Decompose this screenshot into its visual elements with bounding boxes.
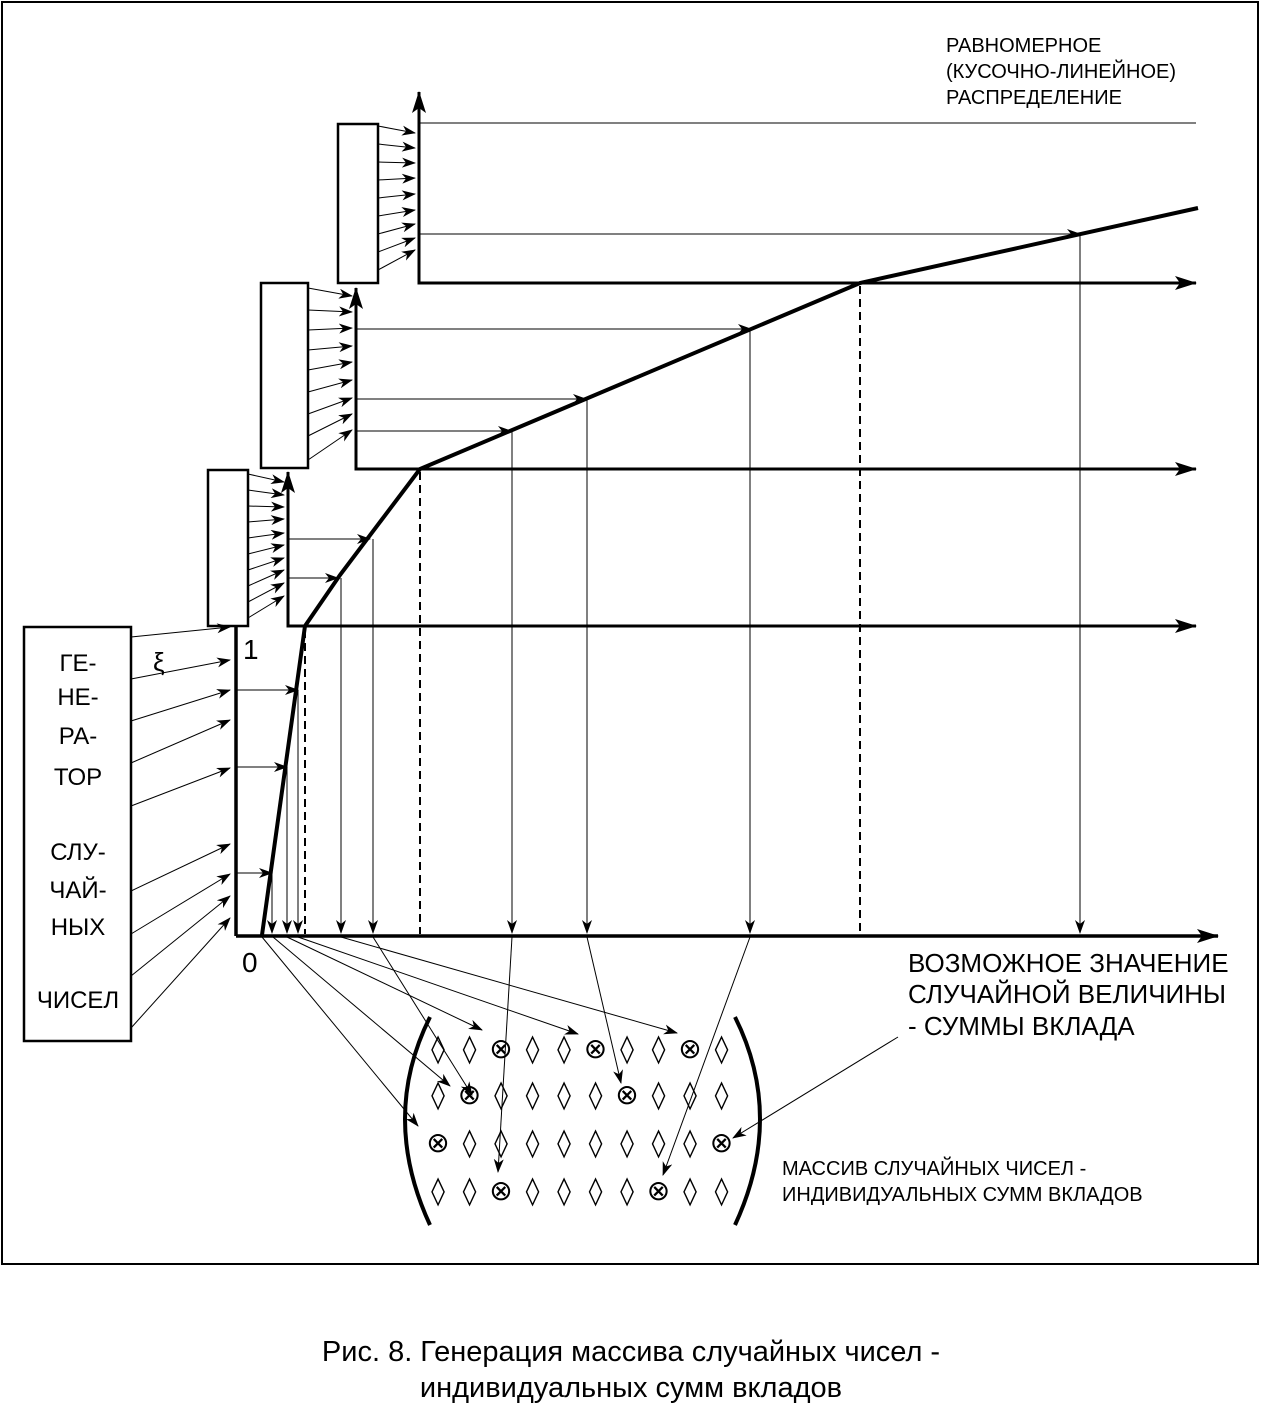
axis-zero-label: 0 <box>242 947 258 978</box>
array-crossed-symbol: ⊗ <box>709 1126 734 1159</box>
array-diamond-symbol: ◊ <box>462 1032 477 1065</box>
array-symbols <box>426 1032 733 1207</box>
array-diamond-symbol: ◊ <box>431 1032 445 1065</box>
array-diamond-symbol: ◊ <box>620 1174 634 1207</box>
array-diamond-symbol: ◊ <box>651 1126 666 1159</box>
top-right-label-1: РАВНОМЕРНОЕ <box>946 35 1102 57</box>
array-diamond-symbol: ◊ <box>462 1174 477 1207</box>
array-crossed-symbol: ⊗ <box>489 1032 513 1065</box>
array-crossed-symbol: ⊗ <box>426 1126 450 1159</box>
array-diamond-symbol: ◊ <box>683 1174 697 1207</box>
generator-label-4: ТОР <box>53 764 103 791</box>
array-diamond-symbol: ◊ <box>714 1174 729 1207</box>
top-right-label-2: (КУСОЧНО-ЛИНЕЙНОЕ) <box>946 61 1177 83</box>
array-crossed-symbol: ⊗ <box>615 1078 639 1111</box>
array-diamond-symbol: ◊ <box>620 1126 634 1159</box>
generator-label-5: СЛУ- <box>50 839 106 866</box>
array-diamond-symbol: ◊ <box>588 1078 603 1111</box>
axis-one-label: 1 <box>243 634 259 665</box>
array-crossed-symbol: ⊗ <box>489 1174 513 1207</box>
array-diamond-symbol: ◊ <box>494 1126 508 1159</box>
generator-label-1: ГЕ- <box>59 650 97 677</box>
top-right-label-3: РАСПРЕДЕЛЕНИЕ <box>946 87 1122 109</box>
x-axis-label-3: - СУММЫ ВКЛАДА <box>908 1011 1135 1041</box>
array-diamond-symbol: ◊ <box>651 1032 666 1065</box>
distribution-curve <box>262 208 1198 935</box>
array-bracket-right <box>735 1017 760 1225</box>
array-diamond-symbol: ◊ <box>588 1126 603 1159</box>
x-axis-label-1: ВОЗМОЖНОЕ ЗНАЧЕНИЕ <box>908 948 1229 978</box>
generator-label-8: ЧИСЕЛ <box>36 987 120 1014</box>
array-arrows <box>262 937 898 1175</box>
array-diamond-symbol: ◊ <box>714 1032 729 1065</box>
generator-box-3 <box>338 124 378 283</box>
array-diamond-symbol: ◊ <box>620 1032 634 1065</box>
array-bracket-left <box>405 1017 430 1225</box>
generator-label-6: ЧАЙ- <box>49 877 107 904</box>
array-label-2: ИНДИВИДУАЛЬНЫХ СУММ ВКЛАДОВ <box>782 1184 1143 1206</box>
projection-arrows <box>272 234 1080 933</box>
array-diamond-symbol: ◊ <box>462 1126 477 1159</box>
generator-label-7: НЫХ <box>50 914 106 941</box>
array-diamond-symbol: ◊ <box>683 1078 697 1111</box>
array-diamond-symbol: ◊ <box>557 1078 571 1111</box>
array-crossed-symbol: ⊗ <box>583 1032 608 1065</box>
array-diamond-symbol: ◊ <box>431 1078 445 1111</box>
array-crossed-symbol: ⊗ <box>678 1032 702 1065</box>
input-arrows <box>236 234 1080 873</box>
generator-label-3: РА- <box>58 723 98 750</box>
xi-symbol: ξ <box>153 647 165 677</box>
generator-box-2 <box>261 283 308 468</box>
figure-caption-line-1: Рис. 8. Генерация массива случайных чисел - <box>321 1336 941 1368</box>
main-axes <box>236 594 1218 936</box>
breakpoint-dashes <box>305 286 860 934</box>
generator-box-1 <box>208 470 248 626</box>
array-diamond-symbol: ◊ <box>525 1078 540 1111</box>
array-diamond-symbol: ◊ <box>525 1032 540 1065</box>
array-diamond-symbol: ◊ <box>525 1126 540 1159</box>
array-brackets <box>405 1017 760 1225</box>
array-diamond-symbol: ◊ <box>557 1126 571 1159</box>
array-diamond-symbol: ◊ <box>588 1174 603 1207</box>
level-axes <box>288 92 1196 626</box>
array-diamond-symbol: ◊ <box>494 1078 508 1111</box>
array-diamond-symbol: ◊ <box>525 1174 540 1207</box>
array-diamond-symbol: ◊ <box>683 1126 697 1159</box>
array-diamond-symbol: ◊ <box>714 1078 729 1111</box>
array-diamond-symbol: ◊ <box>651 1078 666 1111</box>
array-diamond-symbol: ◊ <box>431 1174 445 1207</box>
array-crossed-symbol: ⊗ <box>646 1174 671 1207</box>
array-diamond-symbol: ◊ <box>557 1032 571 1065</box>
level-1-axis <box>288 487 1196 626</box>
array-diamond-symbol: ◊ <box>557 1174 571 1207</box>
x-axis-label-2: СЛУЧАЙНОЙ ВЕЛИЧИНЫ <box>908 979 1227 1009</box>
array-label-1: МАССИВ СЛУЧАЙНЫХ ЧИСЕЛ - <box>782 1158 1087 1180</box>
figure-caption-line-2: индивидуальных сумм вкладов <box>419 1372 843 1404</box>
figure-frame <box>2 2 1258 1264</box>
array-crossed-symbol: ⊗ <box>457 1078 482 1111</box>
generator-label-2: НЕ- <box>57 684 99 711</box>
